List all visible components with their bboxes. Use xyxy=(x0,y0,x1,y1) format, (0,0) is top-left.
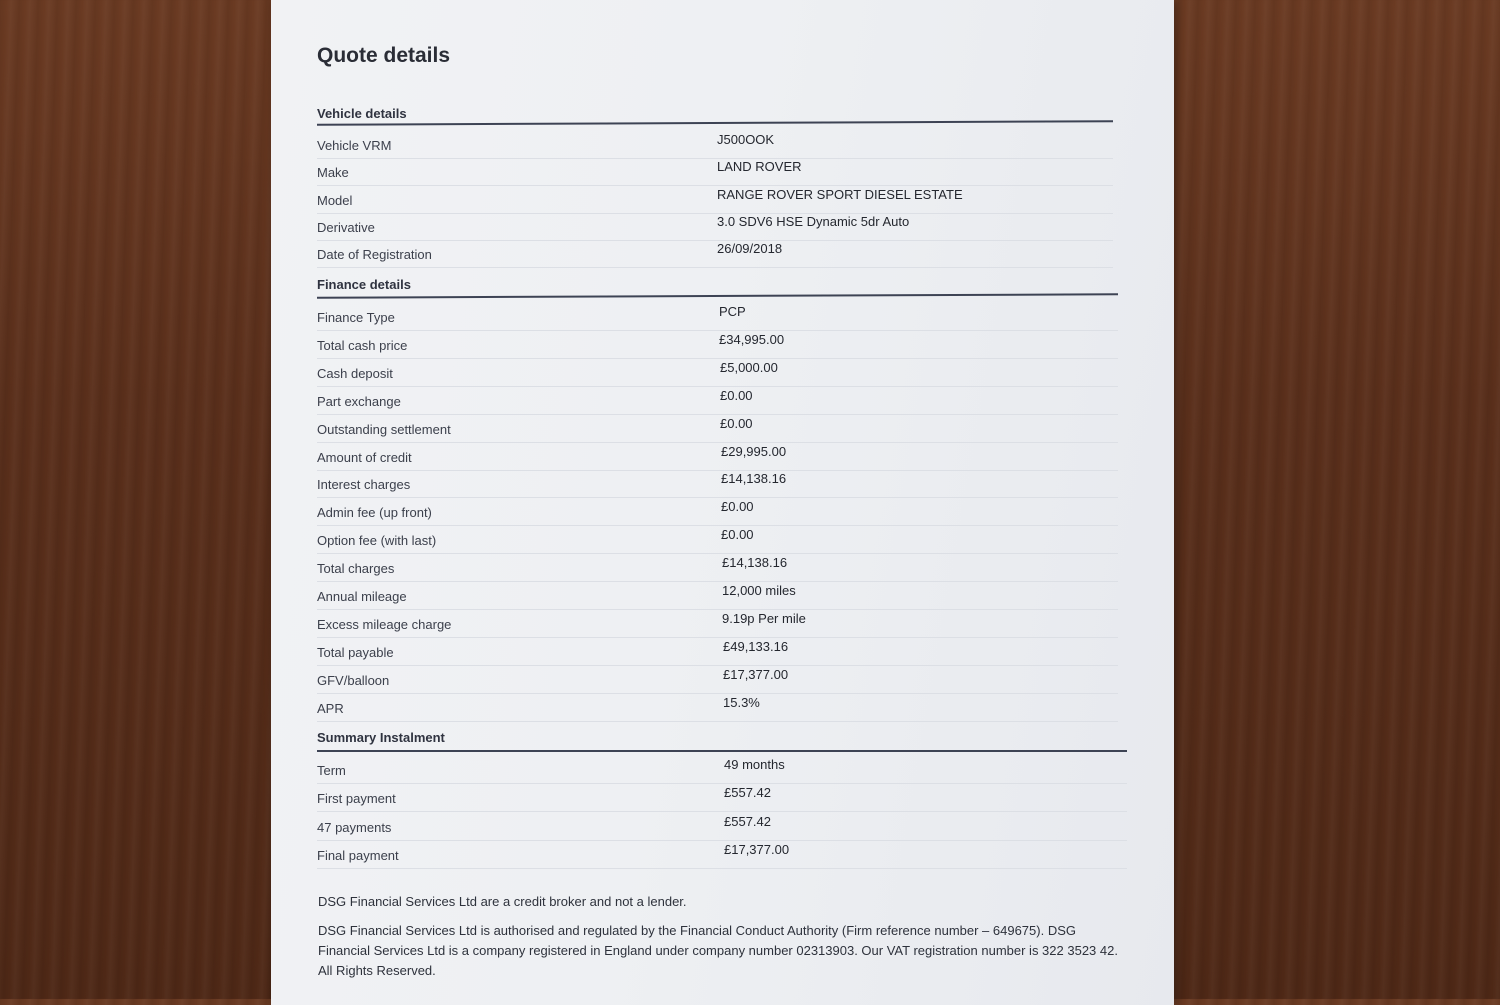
summary-section-heading: Summary Instalment xyxy=(317,730,445,745)
row-value: £14,138.16 xyxy=(721,471,787,487)
table-row xyxy=(317,527,1118,554)
row-label: Excess mileage charge xyxy=(317,616,452,632)
table-row xyxy=(317,667,1118,694)
summary-section-rule xyxy=(317,750,1127,752)
row-label: Annual mileage xyxy=(317,589,407,604)
page-title: Quote details xyxy=(317,44,451,67)
broker-disclaimer: DSG Financial Services Ltd are a credit broker and not a lender. xyxy=(318,894,687,909)
table-row xyxy=(317,471,1118,498)
row-label: Option fee (with last) xyxy=(317,533,437,549)
row-value: J500OOK xyxy=(717,132,775,147)
row-label: Model xyxy=(317,192,353,208)
row-label: Admin fee (up front) xyxy=(317,505,432,521)
row-label: Cash deposit xyxy=(317,365,393,381)
row-label: Date of Registration xyxy=(317,247,432,263)
row-value: £5,000.00 xyxy=(720,359,778,375)
vehicle-section-heading: Vehicle details xyxy=(317,106,407,121)
table-row xyxy=(317,187,1113,214)
row-label: Total charges xyxy=(317,561,395,577)
row-value: £17,377.00 xyxy=(724,841,790,857)
table-row xyxy=(317,583,1118,610)
row-label: Amount of credit xyxy=(317,449,412,465)
row-value: 9.19p Per mile xyxy=(722,610,806,626)
table-row xyxy=(317,611,1118,638)
row-label: Final payment xyxy=(317,847,399,863)
row-value: £0.00 xyxy=(721,499,754,515)
table-row xyxy=(317,159,1113,186)
row-label: Outstanding settlement xyxy=(317,421,451,437)
row-label: Vehicle VRM xyxy=(317,138,392,153)
table-row xyxy=(317,132,1113,159)
row-value: £0.00 xyxy=(720,415,753,431)
row-label: 47 payments xyxy=(317,819,392,835)
row-label: Finance Type xyxy=(317,310,395,325)
row-value: £0.00 xyxy=(721,527,754,543)
row-value: £34,995.00 xyxy=(719,331,785,347)
row-value: 3.0 SDV6 HSE Dynamic 5dr Auto xyxy=(717,213,910,229)
row-value: 12,000 miles xyxy=(722,583,796,598)
table-row xyxy=(317,639,1118,666)
row-value: 49 months xyxy=(724,757,785,772)
finance-section-rule xyxy=(317,293,1118,298)
table-row xyxy=(317,785,1127,812)
row-value: RANGE ROVER SPORT DIESEL ESTATE xyxy=(717,186,963,202)
row-value: 26/09/2018 xyxy=(717,241,783,257)
row-value: £0.00 xyxy=(720,387,753,403)
table-row xyxy=(317,360,1118,387)
table-row xyxy=(317,499,1118,526)
table-row xyxy=(317,444,1118,471)
row-label: Make xyxy=(317,165,349,181)
row-label: Total payable xyxy=(317,644,394,660)
table-row xyxy=(317,695,1118,722)
table-row xyxy=(317,214,1113,241)
row-label: Part exchange xyxy=(317,393,401,409)
quote-document xyxy=(271,0,1174,1005)
row-label: GFV/balloon xyxy=(317,672,390,688)
table-row xyxy=(317,388,1118,415)
table-row xyxy=(317,416,1118,443)
finance-section-heading: Finance details xyxy=(317,277,411,292)
table-row xyxy=(317,304,1118,331)
row-label: APR xyxy=(317,700,344,716)
row-label: Derivative xyxy=(317,219,375,235)
table-row xyxy=(317,241,1113,268)
row-label: First payment xyxy=(317,791,396,807)
table-row xyxy=(317,332,1118,359)
row-value: PCP xyxy=(719,304,746,319)
row-label: Total cash price xyxy=(317,337,408,353)
row-label: Interest charges xyxy=(317,477,411,493)
table-row xyxy=(317,842,1127,869)
table-row xyxy=(317,757,1127,784)
table-row xyxy=(317,814,1127,841)
row-value: 15.3% xyxy=(723,694,760,710)
row-value: £14,138.16 xyxy=(722,555,788,571)
row-value: £49,133.16 xyxy=(723,638,789,654)
row-value: £557.42 xyxy=(724,813,771,829)
row-value: £557.42 xyxy=(724,785,771,801)
row-label: Term xyxy=(317,763,346,778)
regulatory-notice: DSG Financial Services Ltd is authorised and regulated by the Financial Conduct Authority (Firm reference number – 649675). DSG Financial Services Ltd is a company registered in England under company number 02313903. Our VAT registration number is 322 3523 42. All Rights Reserved. xyxy=(318,923,1118,978)
row-value: LAND ROVER xyxy=(717,159,802,175)
vehicle-section-rule xyxy=(317,120,1113,125)
row-value: £17,377.00 xyxy=(723,666,789,682)
row-value: £29,995.00 xyxy=(721,443,787,459)
table-row xyxy=(317,555,1118,582)
